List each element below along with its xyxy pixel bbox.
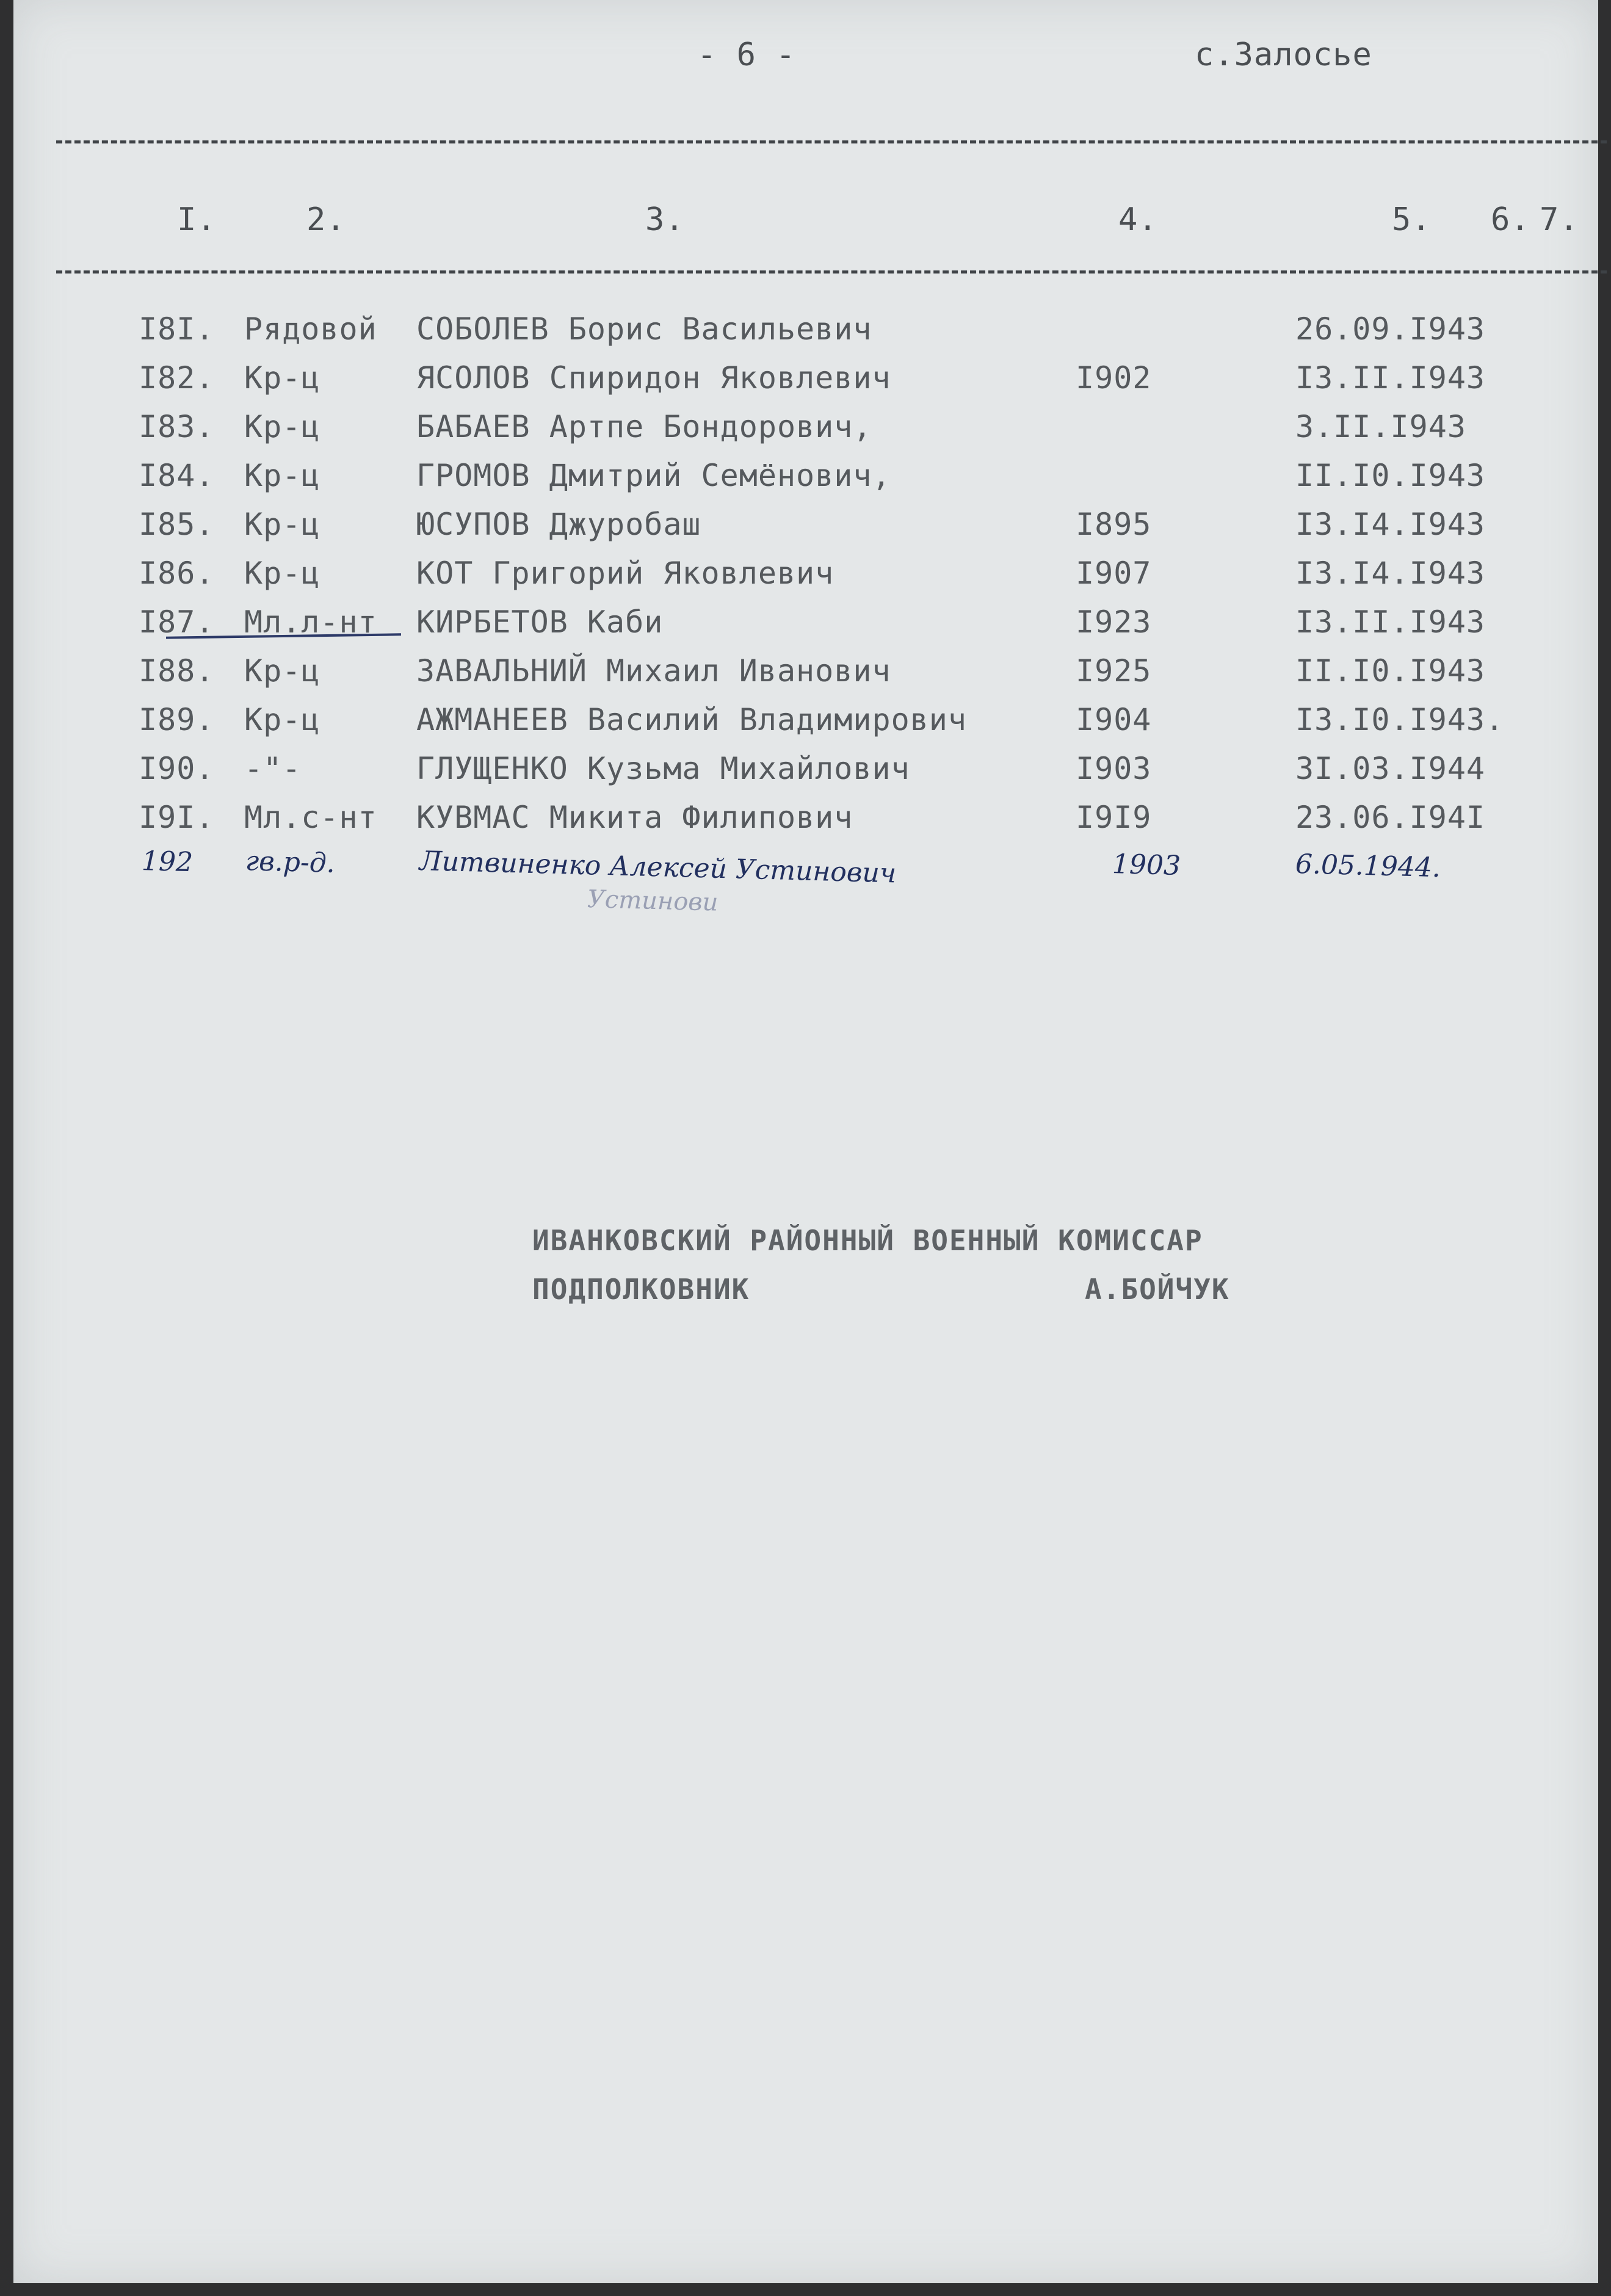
row-rank: Мл.с-нт xyxy=(244,800,377,835)
row-rank: Кр-ц xyxy=(244,556,320,591)
row-date: I3.II.I943 xyxy=(1295,604,1486,640)
handwritten-name: Литвиненко Алексей Устинович xyxy=(419,846,897,889)
column-header-5: 5. xyxy=(1392,201,1432,238)
row-year: I907 xyxy=(1076,556,1152,591)
row-name: КУВМАС Микита Филипович xyxy=(416,800,853,835)
row-rank: -"- xyxy=(244,751,302,786)
row-rank: Рядовой xyxy=(244,311,377,347)
officer-rank: ПОДПОЛКОВНИК xyxy=(532,1273,750,1306)
officer-name: А.БОЙЧУК xyxy=(1085,1273,1230,1306)
row-date: I3.II.I943 xyxy=(1295,360,1486,396)
handwritten-number: 192 xyxy=(141,846,194,878)
row-date: 23.06.I94I xyxy=(1295,800,1486,835)
table-row xyxy=(13,653,1598,697)
handwritten-year: 1903 xyxy=(1112,849,1181,882)
row-date: 26.09.I943 xyxy=(1295,311,1486,347)
row-name: БАБАЕВ Артпе Бондорович, xyxy=(416,409,872,444)
row-date: I3.I4.I943 xyxy=(1295,507,1486,542)
row-number: I9I. xyxy=(139,800,215,835)
row-year: I903 xyxy=(1076,751,1152,786)
row-date: II.I0.I943 xyxy=(1295,458,1486,493)
row-name: АЖМАНЕЕВ Василий Владимирович xyxy=(416,702,967,737)
row-name: ЮСУПОВ Джуробаш xyxy=(416,507,701,542)
handwritten-rank: гв.р-д. xyxy=(245,846,336,879)
header-rule-bottom xyxy=(56,270,1607,273)
table-row xyxy=(13,604,1598,648)
table-row xyxy=(13,507,1598,551)
row-number: I87. xyxy=(139,604,215,640)
table-row xyxy=(13,556,1598,599)
header-rule-top xyxy=(56,140,1607,143)
table-row xyxy=(13,751,1598,795)
table-row xyxy=(13,360,1598,404)
row-number: I88. xyxy=(139,653,215,689)
row-year: I895 xyxy=(1076,507,1152,542)
row-date: 3.II.I943 xyxy=(1295,409,1466,444)
row-name: ЯСОЛОВ Спиридон Яковлевич xyxy=(416,360,891,396)
row-name: ГЛУЩЕНКО Кузьма Михайлович xyxy=(416,751,910,786)
row-number: I89. xyxy=(139,702,215,737)
table-row xyxy=(13,311,1598,355)
row-rank: Кр-ц xyxy=(244,458,320,493)
row-date: 3I.03.I944 xyxy=(1295,751,1486,786)
table-row xyxy=(13,800,1598,844)
row-rank: Кр-ц xyxy=(244,409,320,444)
column-header-1: I. xyxy=(177,201,217,238)
column-header-2: 2. xyxy=(306,201,346,238)
row-number: I82. xyxy=(139,360,215,396)
row-rank: Кр-ц xyxy=(244,507,320,542)
document-page xyxy=(13,0,1598,2283)
column-header-4: 4. xyxy=(1118,201,1158,238)
row-rank: Кр-ц xyxy=(244,653,320,689)
row-year: I923 xyxy=(1076,604,1152,640)
row-name: ЗАВАЛЬНИЙ Михаил Иванович xyxy=(416,653,891,689)
column-header-6: 6. xyxy=(1491,201,1530,238)
handwritten-correction: Устинови xyxy=(587,885,719,917)
row-year: I902 xyxy=(1076,360,1152,396)
commissar-title: ИВАНКОВСКИЙ РАЙОННЫЙ ВОЕННЫЙ КОМИССАР xyxy=(532,1224,1203,1257)
row-number: I83. xyxy=(139,409,215,444)
row-name: КОТ Григорий Яковлевич xyxy=(416,556,834,591)
table-row xyxy=(13,409,1598,453)
row-date: II.I0.I943 xyxy=(1295,653,1486,689)
row-rank: Мл.л-нт xyxy=(244,604,377,640)
row-number: I86. xyxy=(139,556,215,591)
row-year: I9I9 xyxy=(1076,800,1152,835)
row-name: ГРОМОВ Дмитрий Семёнович, xyxy=(416,458,891,493)
row-rank: Кр-ц xyxy=(244,360,320,396)
row-name: СОБОЛЕВ Борис Васильевич xyxy=(416,311,872,347)
location-label: с.Залосье xyxy=(1195,37,1372,73)
row-date: I3.I4.I943 xyxy=(1295,556,1486,591)
handwritten-date: 6.05.1944. xyxy=(1295,849,1441,884)
row-year: I925 xyxy=(1076,653,1152,689)
row-number: I8I. xyxy=(139,311,215,347)
table-row xyxy=(13,458,1598,502)
row-number: I84. xyxy=(139,458,215,493)
table-row xyxy=(13,702,1598,746)
row-rank: Кр-ц xyxy=(244,702,320,737)
row-number: I90. xyxy=(139,751,215,786)
column-header-3: 3. xyxy=(645,201,685,238)
row-number: I85. xyxy=(139,507,215,542)
page-number: - 6 - xyxy=(697,37,796,73)
row-year: I904 xyxy=(1076,702,1152,737)
row-name: КИРБЕТОВ Каби xyxy=(416,604,664,640)
row-date: I3.I0.I943. xyxy=(1295,702,1505,737)
column-header-7: 7. xyxy=(1540,201,1579,238)
